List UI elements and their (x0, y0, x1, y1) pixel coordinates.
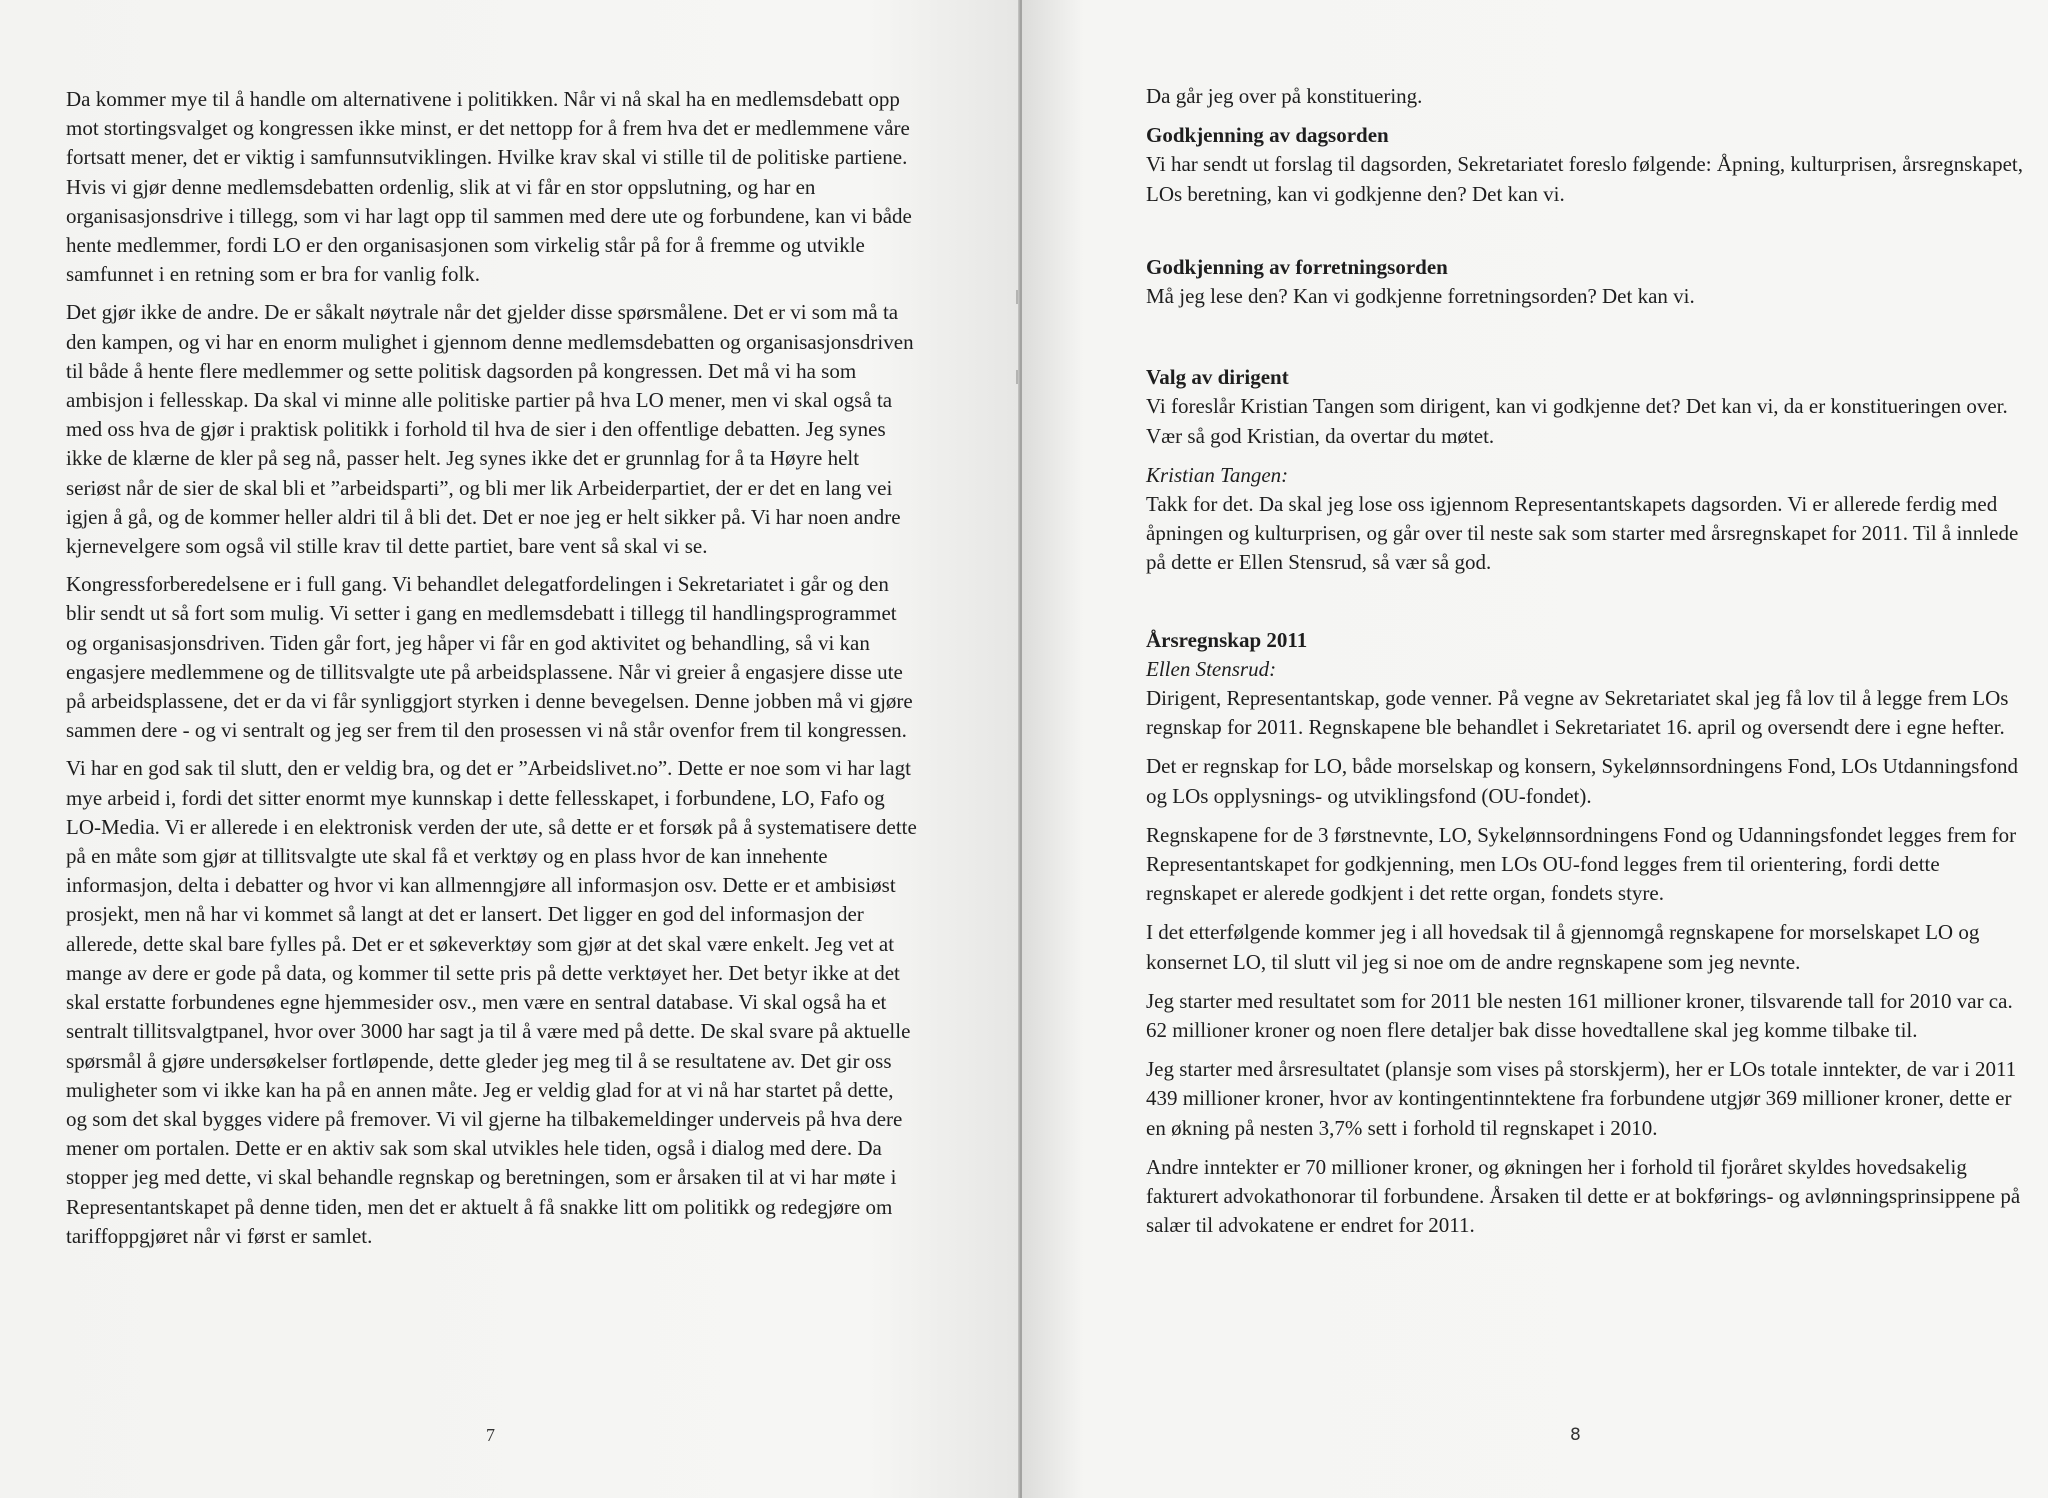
section-text-agenda: Vi har sendt ut forslag til dagsorden, Sekretariatet foreslo følgende: Åpning, kulturprisen, årsregnskapet, LOs beretning, kan vi godkjenne den? Det kan vi. (1146, 152, 2023, 206)
page-number: 7 (486, 1425, 495, 1445)
paragraph: Kongressforberedelsene er i full gang. Vi behandlet delegatfordelingen i Sekretariatet i går og den blir sendt ut så fort som mulig. Vi setter i gang en medlemsdebatt i tillegg til handlingsprogrammet og organisasjonsdriven. Tiden går fort, jeg håper vi får en god aktivitet og behandling, så vi kan engasjere medlemmene og de tillitsvalgte ute på arbeidsplassene. Når vi greier å engasjere disse ute på arbeidsplassene, det er da vi får synliggjort styrken i denne bevegelsen. Denne jobben må vi gjøre sammen dere - og vi sentralt og jeg ser frem til den prosessen vi nå står ovenfor frem til kongressen. (66, 572, 913, 743)
paragraph: Det gjør ikke de andre. De er såkalt nøytrale når det gjelder disse spørsmålene. Det er vi som må ta den kampen, og vi har en enorm mulighet i gjennom denne medlemsdebatten og organisasjonsdriven til både å hente flere medlemmer og sette politisk dagsorden på kongressen. Det må vi ha som ambisjon i fellesskap. Da skal vi minne alle politiske partier på hva LO mener, men vi skal også ta med oss hva de gjør i praktisk politikk i forhold til hva de sier i den offentlige debatten. Jeg synes ikke de klærne de kler på seg nå, passer helt. Jeg synes ikke det er grunnlag for å ta Høyre helt seriøst når de sier de skal bli et ”arbeidsparti”, og bli mer lik Arbeiderpartiet, der er det en lang vei igjen å gå, og de kommer heller aldri til å bli det. Det er noe jeg er helt sikker på. Vi har noen andre kjernevelgere som også vil stille krav til dette partiet, bare vent så skal vi se. (66, 300, 914, 559)
paragraph: Jeg starter med resultatet som for 2011 ble nesten 161 millioner kroner, tilsvarende tall for 2010 var ca. 62 millioner kroner og noen flere detaljer bak disse hovedtallene skal jeg komme tilbake til. (1146, 988, 2013, 1043)
section-heading-agenda: Godkjenning av dagsorden (1146, 123, 1389, 148)
left-page-body (66, 85, 918, 1260)
section-heading-accounts: Årsregnskap 2011 (1146, 627, 1308, 652)
binding-mark (1016, 290, 1018, 304)
section-text-chair: Vi foreslår Kristian Tangen som dirigent, kan vi godkjenne det? Det kan vi, da er konstitueringen over. Vær så god Kristian, da overtar du møtet. (1146, 394, 2008, 448)
intro-line: Da går jeg over på konstituering. (1146, 84, 1423, 108)
paragraph: I det etterfølgende kommer jeg i all hovedsak til å gjennomgå regnskapene for morselskapet LO og konsernet LO, til slutt vil jeg si noe om de andre regnskapene som jeg nevnte. (1146, 920, 1980, 974)
speaker-text: Takk for det. Da skal jeg lose oss igjennom Representantskapets dagsorden. Vi er allerede ferdig med åpningen og kulturprisen, og går over til neste sak som starter med årsregnskapet for 2011. Til å innlede på dette er Ellen Stensrud, så vær så god. (1146, 492, 2019, 575)
paragraph: Andre inntekter er 70 millioner kroner, og økningen her i forhold til fjoråret skyldes hovedsakelig fakturert advokathonorar til forbundene. Årsaken til dette er at bokførings- og avlønningsprinsippene på salær til advokatene er endret for 2011. (1146, 1154, 2021, 1238)
paragraph: Det er regnskap for LO, både morselskap og konsern, Sykelønnsordningens Fond, LOs Utdanningsfond og LOs opplysnings- og utviklingsfond (OU-fondet). (1146, 754, 2018, 808)
binding-mark (1016, 370, 1018, 384)
section-text-rules: Må jeg lese den? Kan vi godkjenne forretningsorden? Det kan vi. (1146, 284, 1695, 309)
paragraph: Jeg starter med årsresultatet (plansje som vises på storskjerm), her er LOs totale inntekter, de var i 2011 439 millioner kroner, hvor av kontingentinntektene fra forbundene utgjør 369 millioner kroner, dette er en økning på nesten 3,7% sett i forhold til regnskapet i 2010. (1146, 1057, 2017, 1140)
page-number: 8 (1570, 1425, 1581, 1445)
right-page (1022, 0, 2048, 1498)
paragraph: Dirigent, Representantskap, gode venner. På vegne av Sekretariatet skal jeg få lov til å legge frem LOs regnskap for 2011. Regnskapene ble behandlet i Sekretariatet 16. april og oversendt dere i egne hefter. (1146, 686, 2009, 740)
left-page (0, 0, 1020, 1498)
paragraph: Vi har en god sak til slutt, den er veldig bra, og det er ”Arbeidslivet.no”. Dette er noe som vi har lagt mye arbeid i, fordi det sitter enormt mye kunnskap i dette fellesskapet, i forbundene, LO, Fafo og LO-Media. Vi er allerede i en elektronisk verden der ute, så dette er et forsøk på å systematisere dette på en måte som gjør at tillitsvalgte ute skal få et verktøy og en plass hvor de kan innehente informasjon, delta i debatter og hvor vi kan allmenngjøre all informasjon osv. Dette er et ambisiøst prosjekt, men nå har vi kommet så langt at det er lansert. Det ligger en god del informasjon der allerede, dette skal bare fylles på. Det er et søkeverktøy som gjør at det skal være enkelt. Jeg vet at mange av dere er gode på data, og kommer til sette pris på dette verktøyet her. Det betyr ikke at det skal erstatte forbundenes egne hjemmesider osv., men være en sentral database. Vi skal også ha et sentralt tillitsvalgtpanel, hvor over 3000 har sagt ja til å være med på dette. De skal svare på aktuelle spørsmål å gjøre undersøkelser fortløpende, dette gleder jeg meg til å se resultatene av. Det gir oss muligheter som vi ikke kan ha på en annen måte. Jeg er veldig glad for at vi nå har startet på dette, og som det skal bygges videre på fremover. Vi vil gjerne ha tilbakemeldinger underveis på hva dere mener om portalen. Dette er en aktiv sak som skal utvikles hele tiden, også i dialog med dere. Da stopper jeg med dette, vi skal behandle regnskap og beretningen, som er årsaken til at vi har møte i Representantskapet på denne tiden, men det er aktuelt å få snakke litt om politikk og redegjøre om tariffoppgjøret når vi først er samlet. (66, 756, 917, 1248)
right-page-body (1146, 82, 2024, 1241)
paragraph: Da kommer mye til å handle om alternativene i politikken. Når vi nå skal ha en medlemsdebatt opp mot stortingsvalget og kongressen ikke minst, er det nettopp for å frem hva det er medlemmene våre fortsatt mener, det er viktig i samfunnsutviklingen. Hvilke krav skal vi stille til de politiske partiene. Hvis vi gjør denne medlemsdebatten ordenlig, slik at vi får en stor oppslutning, og har en organisasjonsdrive i tillegg, som vi har lagt opp til sammen med dere ute og forbundene, kan vi både hente medlemmer, fordi LO er den organisasjonen som virkelig står på for å fremme og utvikle samfunnet i en retning som er bra for vanlig folk. (66, 87, 912, 287)
section-heading-rules: Godkjenning av forretningsorden (1146, 254, 1448, 279)
section-heading-chair: Valg av dirigent (1146, 365, 1289, 390)
speaker-name: Ellen Stensrud: (1146, 656, 1277, 681)
paragraph: Regnskapene for de 3 førstnevnte, LO, Sykelønnsordningens Fond og Udanningsfondet legges frem for Representantskapet for godkjenning, men LOs OU-fond legges frem til orientering, fordi dette regnskapet er alerede godkjent i det rette organ, fondets styre. (1146, 822, 2017, 906)
speaker-name: Kristian Tangen: (1146, 462, 1289, 487)
